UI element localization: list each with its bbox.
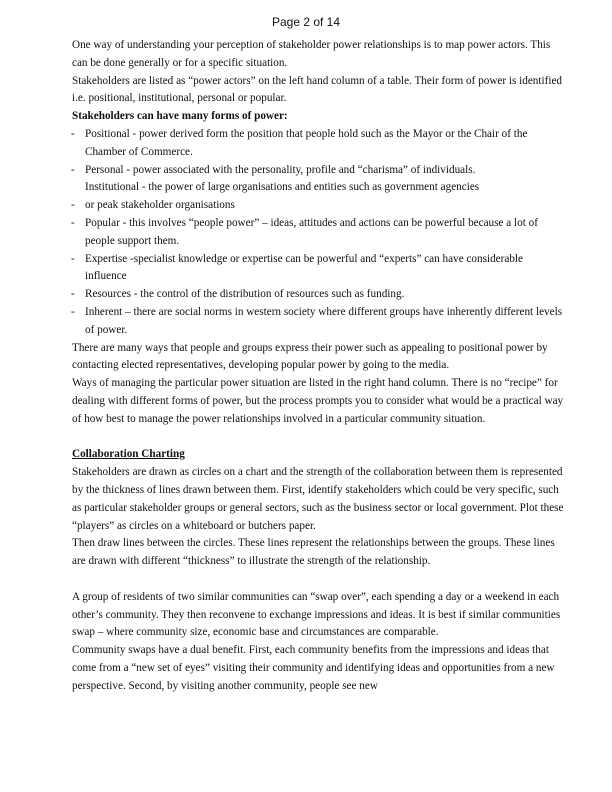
dash-bullet-icon: - [71, 305, 75, 318]
spacer [72, 571, 564, 589]
swap-paragraph-2: Community swaps have a dual benefit. First, each community benefits from the impressions and ideas that come from a “new set of eyes” visiting their community and identifying ideas and opportunities from a new perspective. Second, by visiting another community, people see new [72, 644, 555, 692]
list-item [72, 304, 564, 340]
list-item-text: Popular - this involves “people power” – ideas, attitudes and actions can be powerful because a lot of people support them. [85, 216, 538, 247]
list-item-text: Inherent – there are social norms in western society where different groups have inherently different levels of power. [85, 305, 563, 336]
collaboration-charting-heading: Collaboration Charting [72, 448, 185, 461]
document-body [72, 37, 564, 695]
spacer [72, 429, 564, 447]
dash-bullet-icon: - [71, 252, 75, 265]
list-item [72, 251, 564, 287]
list-item [72, 197, 564, 215]
list-item-text: Personal - power associated with the personality, profile and “charisma” of individuals. [85, 163, 476, 176]
dash-bullet-icon: - [71, 163, 75, 176]
list-item-text: Institutional - the power of large organisations and entities such as government agencies [85, 181, 480, 194]
dash-bullet-icon: - [71, 288, 75, 301]
list-item-text: Positional - power derived form the position that people hold such as the Mayor or the Chair of the Chamber of Commerce. [85, 127, 528, 158]
list-item [72, 179, 564, 197]
list-item-text: Resources - the control of the distribution of resources such as funding. [85, 288, 405, 301]
list-item [72, 215, 564, 251]
list-item [72, 126, 564, 162]
list-item-text: Expertise -specialist knowledge or expertise can be powerful and “experts” can have considerable influence [85, 252, 523, 283]
dash-bullet-icon: - [71, 199, 75, 212]
list-item [72, 162, 564, 180]
page-number-header: Page 2 of 14 [271, 15, 341, 29]
dash-bullet-icon: - [71, 127, 75, 140]
list-item [72, 286, 564, 304]
collaboration-paragraph-1: Stakeholders are drawn as circles on a chart and the strength of the collaboration between them is represented by the thickness of lines drawn between them. First, identify stakeholders which could be very specific, such as particular stakeholder groups or general sectors, such as the business sector or local government. Plot these “players” as circles on a whiteboard or butchers paper. [72, 466, 564, 532]
intro-paragraph-1: One way of understanding your perception of stakeholder power relationships is to map power actors. This can be done generally or for a specific situation. [72, 39, 551, 69]
forms-of-power-heading: Stakeholders can have many forms of power: [72, 110, 288, 123]
after-list-paragraph-2: Ways of managing the particular power situation are listed in the right hand column. There is no “recipe” for dealing with different forms of power, but the process prompts you to consider what would be a practical way of how best to manage the power relationships involved in a particular community situation. [72, 377, 564, 425]
after-list-paragraph-1: There are many ways that people and groups express their power such as appealing to positional power by contacting elected representatives, developing popular power by going to the media. [72, 341, 548, 372]
forms-of-power-list [72, 126, 564, 340]
list-item-text: or peak stakeholder organisations [85, 199, 235, 212]
intro-paragraph-2: Stakeholders are listed as “power actors” on the left hand column of a table. Their form of power is identified i.e. positional, institutional, personal or popular. [72, 74, 563, 105]
collaboration-paragraph-2: Then draw lines between the circles. These lines represent the relationships between the groups. These lines are drawn with different “thickness” to illustrate the strength of the relationship. [72, 537, 555, 568]
swap-paragraph-1: A group of residents of two similar communities can “swap over”, each spending a day or a weekend in each other’s community. They then reconvene to exchange impressions and ideas. It is best if similar communities swap – where community size, economic base and circumstances are comparable. [72, 590, 561, 639]
dash-bullet-icon: - [71, 216, 75, 229]
